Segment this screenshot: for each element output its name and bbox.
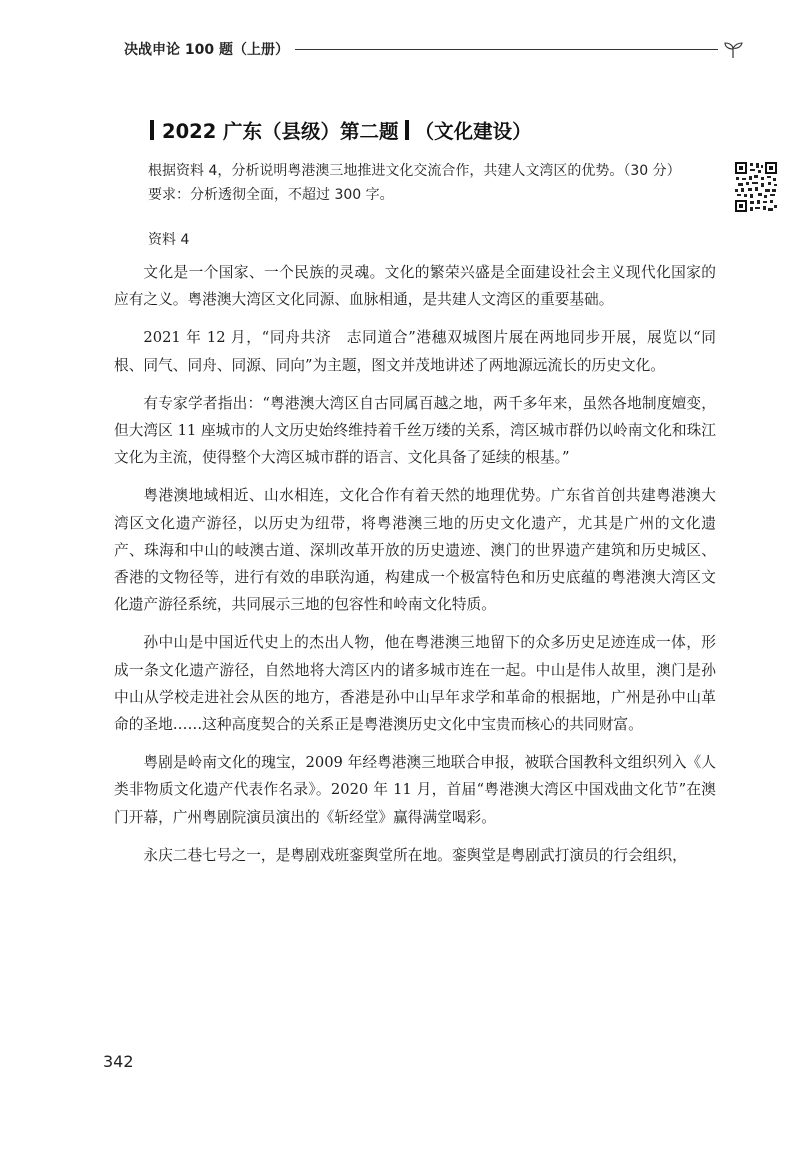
- sprout-icon: [722, 39, 744, 59]
- section-title: [150, 116, 710, 144]
- exam-title: 2022 广东（县级）第二题: [162, 120, 399, 143]
- title-bar-marker: [405, 120, 409, 140]
- paragraph: 文化是一个国家、一个民族的灵魂。文化的繁荣兴盛是全面建设社会主义现代化国家的应有之义。粤港澳大湾区文化同源、血脉相通，是共建人文湾区的重要基础。: [114, 264, 716, 309]
- running-header: [124, 36, 744, 62]
- paragraph: 粤剧是岭南文化的瑰宝，2009 年经粤港澳三地联合申报，被联合国教科文组织列入《人类非物质文化遗产代表作名录》。2020 年 11 月，首届“粤港澳大湾区中国戏曲文化节”在澳门开幕，广州粤剧院演员演出的《斩经堂》赢得满堂喝彩。: [114, 754, 716, 826]
- qr-code: [734, 161, 778, 213]
- paragraph: 孙中山是中国近代史上的杰出人物，他在粤港澳三地留下的众多历史足迹连成一体，形成一条文化遗产游径，自然地将大湾区内的诸多城市连在一起。中山是伟人故里，澳门是孙中山从学校走进社会从医的地方，香港是孙中山早年求学和革命的根据地，广州是孙中山革命的圣地……这种高度契合的关系正是粤港澳历史文化中宝贵而核心的共同财富。: [114, 634, 716, 734]
- paragraph: 永庆二巷七号之一，是粤剧戏班銮舆堂所在地。銮舆堂是粤剧武打演员的行会组织，: [143, 846, 687, 864]
- topic-label: （文化建设）: [414, 120, 532, 143]
- paragraph: 有专家学者指出：“粤港澳大湾区自古同属百越之地，两千多年来，虽然各地制度嬗变，但大湾区 11 座城市的人文历史始终维持着千丝万缕的关系，湾区城市群仍以岭南文化和珠江文化为主流，使得整个大湾区城市群的语言、文化具备了延续的根基。”: [114, 394, 716, 467]
- material-text: [114, 259, 716, 880]
- header-rule: [295, 49, 718, 50]
- question-block: [148, 159, 718, 207]
- book-title: 决战申论 100 题（上册）: [124, 42, 289, 58]
- title-bar-marker: [150, 120, 154, 140]
- paragraph: 2021 年 12 月，“同舟共济 志同道合”港穗双城图片展在两地同步开展，展览以“同根、同气、同舟、同源、同向”为主题，图文并茂地讲述了两地源远流长的历史文化。: [114, 329, 716, 374]
- question-prompt: 根据资料 4，分析说明粤港澳三地推进文化交流合作，共建人文湾区的优势。（30 分）: [148, 163, 681, 179]
- page-number: 342: [103, 1052, 134, 1071]
- material-label: 资料 4: [148, 232, 190, 248]
- paragraph: 粤港澳地域相近、山水相连，文化合作有着天然的地理优势。广东省首创共建粤港澳大湾区文化遗产游径，以历史为纽带，将粤港澳三地的历史文化遗产，尤其是广州的文化遗产、珠海和中山的岐澳古道、深圳改革开放的历史遗迹、澳门的世界遗产建筑和历史城区、香港的文物径等，进行有效的串联沟通，构建成一个极富特色和历史底蕴的粤港澳大湾区文化遗产游径系统，共同展示三地的包容性和岭南文化特质。: [114, 487, 716, 614]
- question-requirement: 要求：分析透彻全面，不超过 300 字。: [148, 187, 394, 203]
